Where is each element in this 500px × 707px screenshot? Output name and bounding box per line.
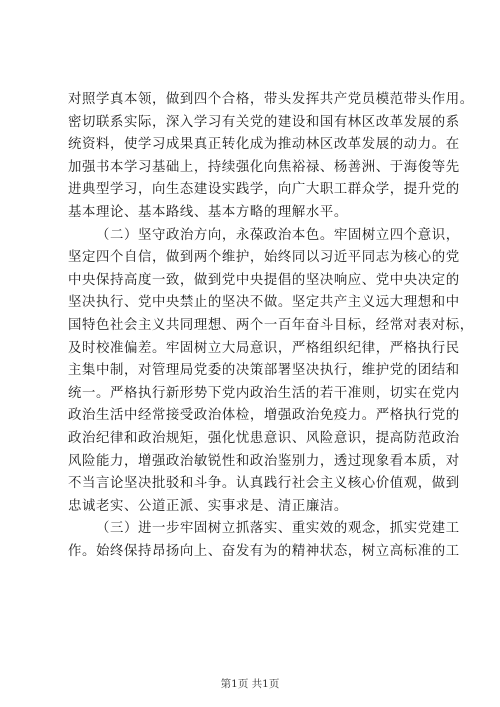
text-line: 统一。严格执行新形势下党内政治生活的若干准则，切实在党内: [68, 385, 460, 401]
text-line: 进典型学习，向生态建设实践学，向广大职工群众学，提升党的: [68, 182, 460, 198]
page-number-footer: 第1页 共1页: [220, 678, 280, 690]
text-line: 统资料，使学习成果真正转化成为推动林区改革发展的动力。在: [68, 137, 460, 153]
text-line: （二）坚守政治方向，永葆政治本色。牢固树立四个意识，: [96, 227, 460, 243]
text-line: 国特色社会主义共同理想、两个一百年奋斗目标，经常对表对标，: [68, 317, 474, 333]
text-line: 坚决执行、党中央禁止的坚决不做。坚定共产主义远大理想和中: [68, 295, 460, 311]
text-line: 密切联系实际，深入学习有关党的建设和国有林区改革发展的系: [68, 114, 460, 130]
text-line: 及时校准偏差。牢固树立大局意识，严格组织纪律，严格执行民: [68, 340, 460, 356]
text-line: 忠诚老实、公道正派、实事求是、清正廉洁。: [68, 498, 348, 514]
text-line: 基本理论、基本路线、基本方略的理解水平。: [68, 204, 348, 220]
text-line: 风险能力，增强政治敏锐性和政治鉴别力，透过现象看本质，对: [68, 453, 460, 469]
text-line: 对照学真本领，做到四个合格，带头发挥共产党员模范带头作用。: [68, 92, 474, 107]
text-line: 坚定四个自信，做到两个维护，始终同以习近平同志为核心的党: [68, 250, 460, 266]
text-line: 不当言论坚决批驳和斗争。认真践行社会主义核心价值观，做到: [68, 476, 460, 492]
text-line: 中央保持高度一致，做到党中央提倡的坚决响应、党中央决定的: [68, 272, 460, 288]
text-line: （三）进一步牢固树立抓落实、重实效的观念，抓实党建工: [96, 521, 460, 537]
text-line: 主集中制，对管理局党委的决策部署坚决执行，维护党的团结和: [68, 363, 460, 379]
text-line: 政治纪律和政治规矩，强化忧患意识、风险意识，提高防范政治: [68, 430, 460, 446]
text-line: 作。始终保持昂扬向上、奋发有为的精神状态，树立高标准的工: [68, 543, 460, 559]
text-line: 加强书本学习基础上，持续强化向焦裕禄、杨善洲、于海俊等先: [68, 159, 460, 175]
text-line: 政治生活中经常接受政治体检，增强政治免疫力。严格执行党的: [68, 408, 460, 424]
document-body: [68, 89, 474, 563]
